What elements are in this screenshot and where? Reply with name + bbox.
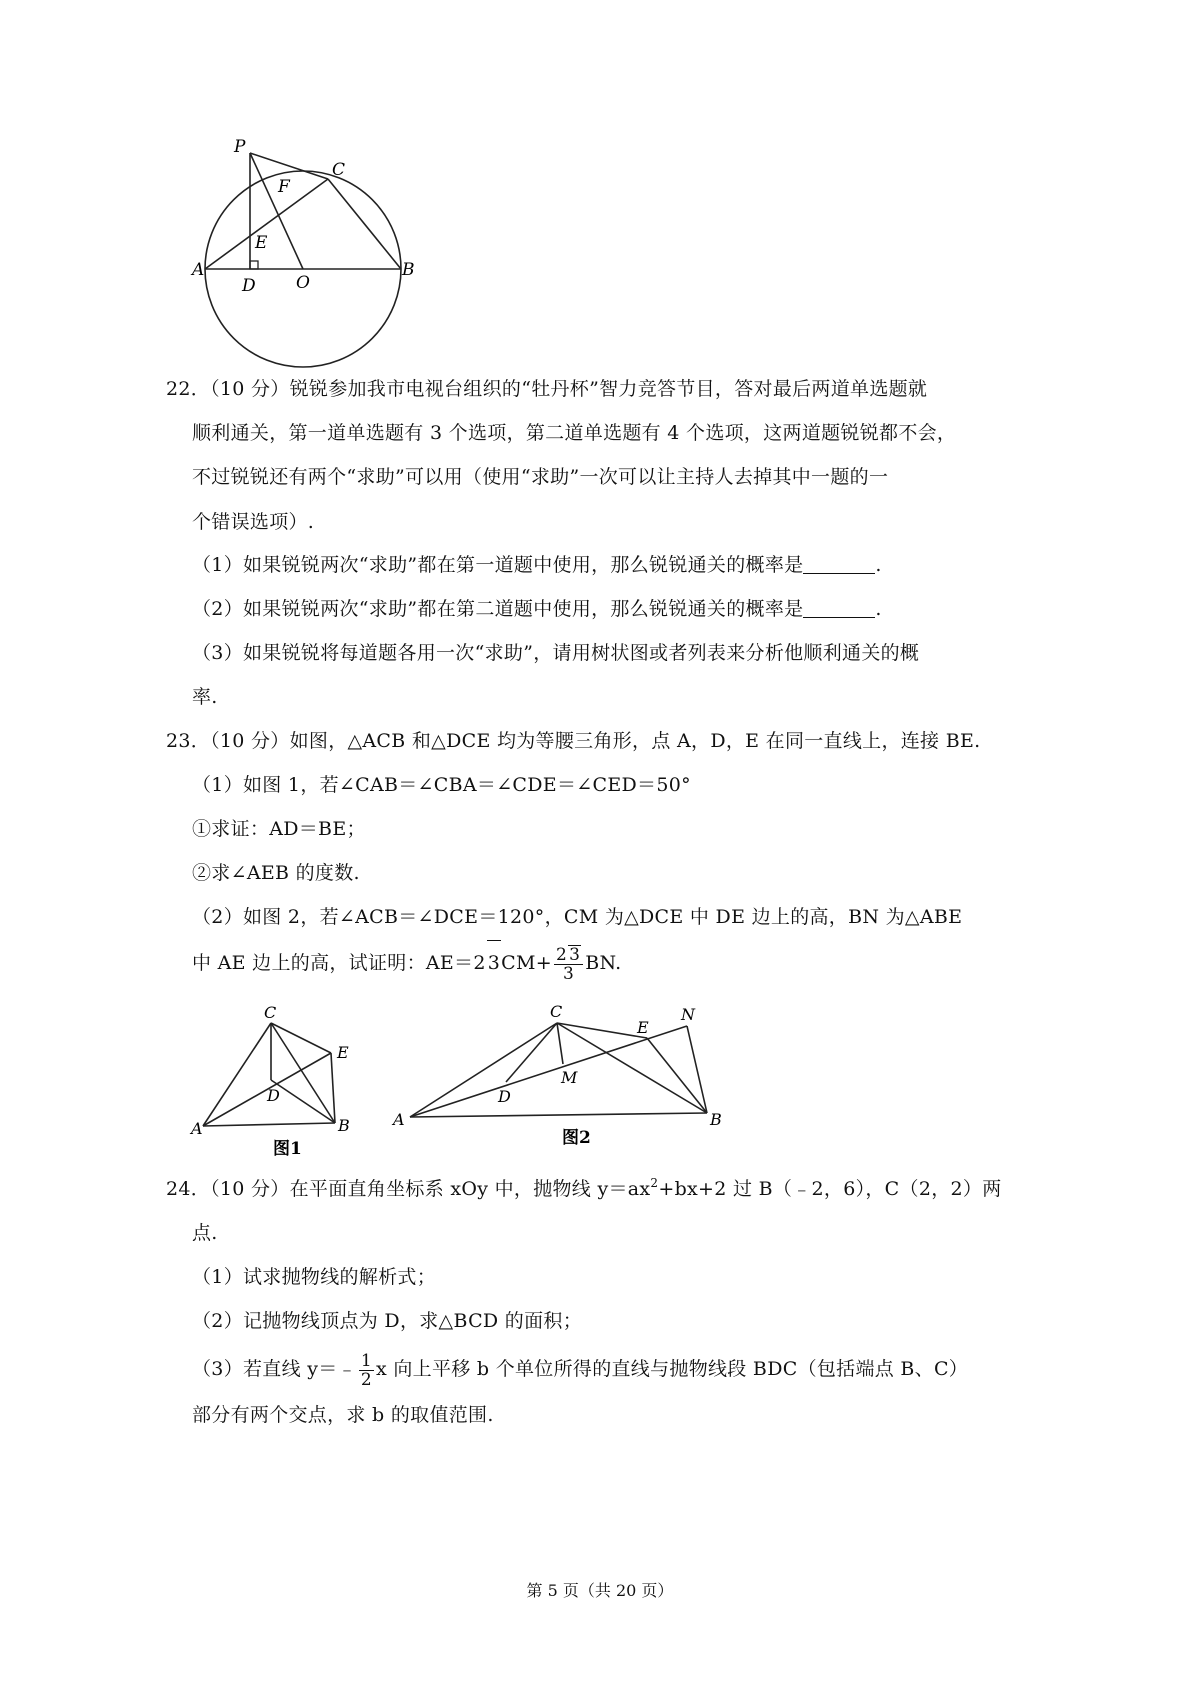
answer-blank-1[interactable]	[803, 555, 875, 574]
svg-text:B: B	[338, 1116, 350, 1135]
q23-sub2-post: BN.	[585, 952, 622, 974]
q24-sub3	[192, 1345, 968, 1393]
q24-sub1: （1）试求抛物线的解析式；	[192, 1266, 436, 1288]
page-footer: 第 5 页（共 20 页）	[526, 1581, 674, 1600]
q22-sub1	[192, 553, 882, 577]
q23-line-1: 23．（10 分）如图，△ACB 和△DCE 均为等腰三角形，点 A，D，E 在同一直线上，连接 BE.	[166, 730, 981, 752]
figure-1-caption: 图1	[273, 1139, 302, 1159]
q23-sub2-line-1: （2）如图 2，若∠ACB＝∠DCE＝120°，CM 为△DCE 中 DE 边上的高，BN 为△ABE	[192, 906, 963, 928]
label-E: E	[255, 233, 268, 253]
frac-num: 2	[555, 945, 568, 965]
label-D: D	[242, 276, 256, 296]
label-P: P	[234, 137, 246, 157]
q22-sub2	[192, 597, 882, 621]
fraction-1-over-2	[359, 1352, 374, 1389]
label-F: F	[278, 177, 290, 197]
label-C: C	[332, 160, 346, 180]
figure-2	[385, 995, 730, 1160]
period: .	[875, 598, 882, 620]
q23-sub2-line-2	[192, 940, 622, 985]
label-A: A	[192, 260, 205, 280]
q22-line-4: 个错误选项）.	[192, 511, 315, 533]
frac-den: 3	[563, 964, 575, 984]
superscript-2: 2	[650, 1176, 659, 1190]
label-B: B	[402, 260, 415, 280]
q22-sub3-line-2: 率.	[192, 686, 218, 708]
svg-text:A: A	[191, 1119, 203, 1138]
svg-text:C: C	[550, 1002, 563, 1021]
svg-text:D: D	[267, 1086, 280, 1105]
svg-text:M: M	[561, 1068, 578, 1087]
q23-sub1: （1）如图 1，若∠CAB＝∠CBA＝∠CDE＝∠CED＝50°	[192, 774, 691, 796]
q24-sub3-line-2: 部分有两个交点，求 b 的取值范围.	[192, 1404, 494, 1426]
svg-text:B: B	[710, 1110, 722, 1129]
frac-den: 2	[360, 1369, 372, 1390]
answer-blank-2[interactable]	[803, 599, 875, 618]
q22-line-2: 顺利通关，第一道单选题有 3 个选项，第二道单选题有 4 个选项，这两道题锐锐都不会，	[192, 422, 957, 444]
q24-line-2: 点.	[192, 1222, 218, 1244]
figure-2-caption: 图2	[562, 1128, 591, 1148]
fraction-2sqrt3-over-3	[554, 945, 583, 983]
q24-line-1	[166, 1177, 1002, 1201]
q24-sub3-pre: （3）若直线 y＝﹣	[192, 1358, 357, 1380]
q24-sub2: （2）记抛物线顶点为 D，求△BCD 的面积；	[192, 1310, 582, 1332]
q22-line-3: 不过锐锐还有两个“求助”可以用（使用“求助”一次可以让主持人去掉其中一题的一	[192, 466, 889, 488]
period: .	[875, 554, 882, 576]
sqrt-3: 3	[487, 940, 501, 985]
q23-sub2-mid: CM+	[501, 952, 552, 974]
q23-sub1b: ②求∠AEB 的度数.	[192, 862, 360, 884]
q23-sub2-pre: 中 AE 边上的高，试证明：AE＝2	[192, 952, 486, 974]
q22-sub3-line-1: （3）如果锐锐将每道题各用一次“求助”，请用树状图或者列表来分析他顺利通关的概	[192, 642, 920, 664]
svg-text:C: C	[264, 1003, 277, 1022]
label-O: O	[296, 273, 310, 293]
frac-sqrt: 3	[569, 945, 581, 965]
frac-num: 1	[360, 1350, 372, 1371]
q22-line-1: 22．（10 分）锐锐参加我市电视台组织的“牡丹杯”智力竞答节目，答对最后两道单选题就	[166, 378, 928, 400]
svg-text:E: E	[637, 1018, 649, 1037]
q24-line-1-post: +bx+2 过 B（﹣2，6），C（2，2）两	[658, 1178, 1002, 1200]
svg-text:A: A	[393, 1110, 405, 1129]
circle-geometry-figure	[190, 130, 430, 370]
q22-sub2-text: （2）如果锐锐两次“求助”都在第二道题中使用，那么锐锐通关的概率是	[192, 598, 804, 620]
q24-sub3-post: x 向上平移 b 个单位所得的直线与抛物线段 BDC（包括端点 B、C）	[376, 1358, 969, 1380]
svg-text:D: D	[498, 1087, 511, 1106]
svg-text:E: E	[337, 1043, 349, 1062]
svg-text:N: N	[681, 1005, 695, 1024]
q22-sub1-text: （1）如果锐锐两次“求助”都在第一道题中使用，那么锐锐通关的概率是	[192, 554, 804, 576]
q23-sub1a: ①求证：AD＝BE；	[192, 818, 366, 840]
figure-1	[185, 1000, 365, 1160]
q24-line-1-pre: 24．（10 分）在平面直角坐标系 xOy 中，抛物线 y＝ax	[166, 1178, 651, 1200]
